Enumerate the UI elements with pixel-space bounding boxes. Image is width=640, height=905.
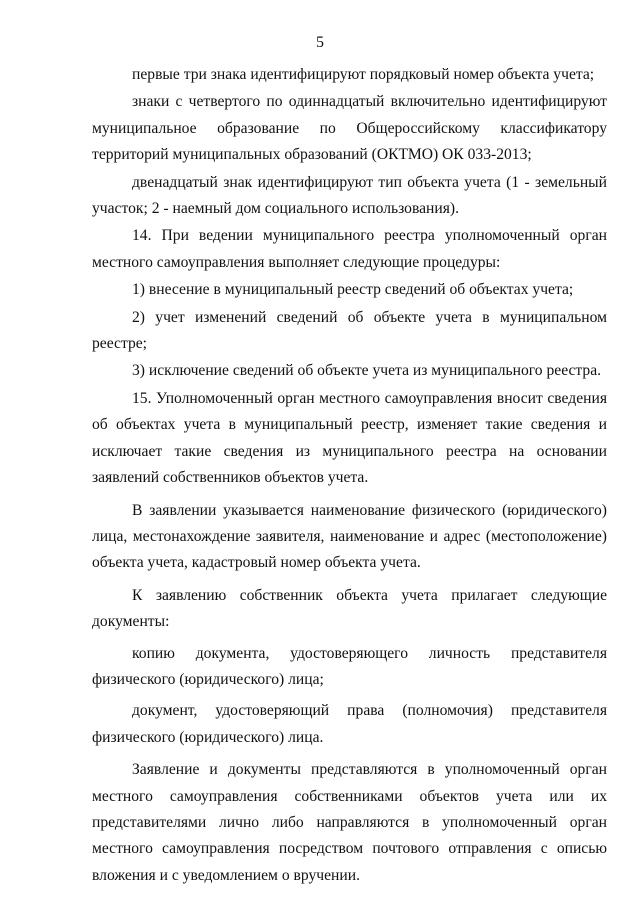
paragraph-15: 15. Уполномоченный орган местного самоуправления вносит сведения об объектах учета в муниципальный реестр, изменяет такие сведения и исключает такие сведения из муниципального реестра на основании заявлений собственников объектов учета. (92, 389, 607, 487)
document-item-authority: документ, удостоверяющий права (полномочия) представителя физического (юридического) лица. (92, 702, 607, 746)
procedure-item-3: 3) исключение сведений об объекте учета из муниципального реестра. (132, 362, 602, 380)
document-item-identity-copy: копию документа, удостоверяющего личность представителя физического (юридического) лица; (92, 644, 607, 688)
document-body (92, 62, 607, 894)
procedure-item-2: 2) учет изменений сведений об объекте учета в муниципальном реестре; (92, 308, 607, 353)
paragraph-identifier-first-three: первые три знака идентифицируют порядковый номер объекта учета; (132, 66, 595, 83)
paragraph-attached-documents: К заявлению собственник объекта учета прилагает следующие документы: (92, 586, 607, 631)
paragraph-identifier-type: двенадцатый знак идентифицируют тип объекта учета (1 - земельный участок; 2 - наемный дом социального использования). (92, 173, 607, 218)
procedure-item-1: 1) внесение в муниципальный реестр сведений об объектах учета; (132, 281, 574, 299)
page-number: 5 (316, 34, 324, 51)
paragraph-14: 14. При ведении муниципального реестра уполномоченный орган местного самоуправления выполняет следующие процедуры: (92, 227, 607, 271)
paragraph-identifier-oktmo: знаки с четвертого по одиннадцатый включительно идентифицируют муниципальное образование по Общероссийскому классификатору территорий муниципальных образований (ОКТМО) ОК 033-2013; (92, 93, 607, 164)
paragraph-submission: Заявление и документы представляются в уполномоченный орган местного самоуправления собственниками объектов учета или их представителями лично либо направляются в уполномоченный орган местного самоуправления посредством почтового отправления с описью вложения и с уведомлением о вручении. (92, 761, 607, 884)
paragraph-application-content: В заявлении указывается наименование физического (юридического) лица, местонахождение заявителя, наименование и адрес (местоположение) объекта учета, кадастровый номер объекта учета. (92, 501, 607, 572)
